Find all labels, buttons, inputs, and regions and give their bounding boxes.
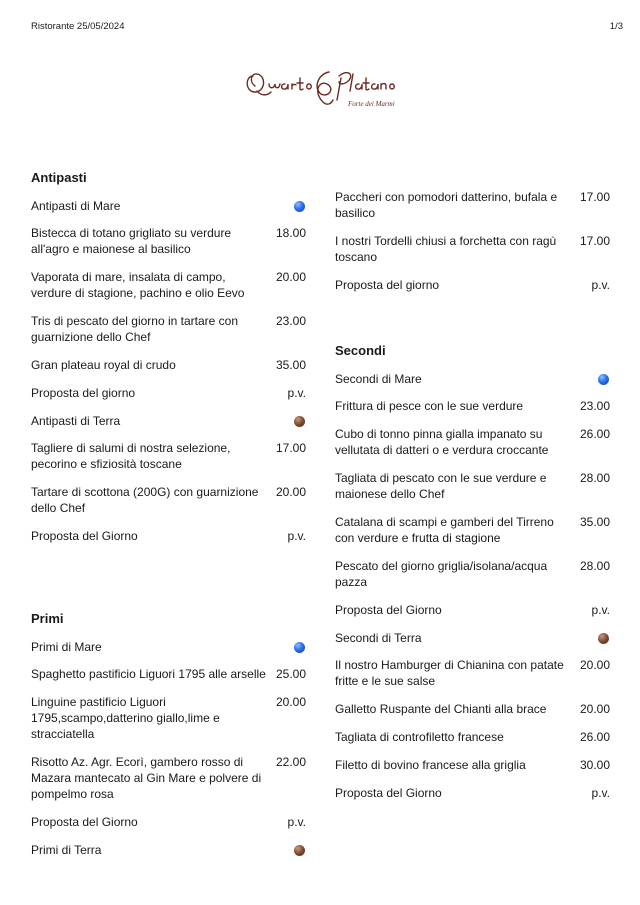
dish-price: 20.00 [579, 658, 610, 672]
dish-price: p.v. [591, 603, 610, 617]
dish-name: I nostri Tordelli chiusi a forchetta con ragù toscano [335, 234, 557, 264]
dish-name: Risotto Az. Agr. Ecorì, gambero rosso di Mazara mantecato al Gin Mare e polvere di pompelmo rosa [31, 755, 262, 801]
sea-dot-icon [294, 642, 305, 653]
dish-price: p.v. [591, 278, 610, 292]
dish-price: 17.00 [275, 441, 306, 455]
dish-name: Proposta del Giorno [31, 529, 138, 543]
land-dot-icon [294, 416, 305, 427]
dish-name: Vaporata di mare, insalata di campo, verdure di stagione, pachino e olio Eevo [31, 270, 245, 300]
dish-name: Proposta del Giorno [335, 603, 442, 617]
dish-name: Paccheri con pomodori datterino, bufala e basilico [335, 190, 558, 220]
menu-item [335, 785, 610, 801]
print-header-title: Ristorante 25/05/2024 [31, 21, 125, 32]
dish-name: Proposta del Giorno [335, 786, 442, 800]
category-row [335, 630, 610, 646]
category-name: Primi di Terra [31, 843, 102, 857]
menu-item [335, 426, 610, 458]
dish-price: p.v. [287, 386, 306, 400]
dish-name: Bistecca di totano grigliato su verdure all'agro e maionese al basilico [31, 226, 232, 256]
menu-item [31, 385, 306, 401]
primi-list [31, 639, 306, 858]
menu-item [31, 814, 306, 830]
menu-item [31, 484, 306, 516]
menu-item [335, 657, 610, 689]
dish-price: 17.00 [579, 190, 610, 204]
dish-name: Tagliere di salumi di nostra selezione, pecorino e sfiziosità toscane [31, 441, 231, 471]
menu-item [31, 269, 306, 301]
dish-name: Filetto di bovino francese alla griglia [335, 758, 526, 772]
dish-price: 20.00 [275, 695, 306, 709]
dish-name: Gran plateau royal di crudo [31, 358, 176, 372]
category-name: Secondi di Mare [335, 372, 422, 386]
dish-name: Il nostro Hamburger di Chianina con patate fritte e le sue salse [335, 658, 564, 688]
dish-price: 17.00 [579, 234, 610, 248]
section-title-antipasti: Antipasti [31, 170, 87, 185]
menu-item [335, 757, 610, 773]
land-dot-icon [598, 633, 609, 644]
dish-price: 26.00 [579, 730, 610, 744]
menu-item [335, 558, 610, 590]
dish-name: Cubo di tonno pinna gialla impanato su vellutata di datteri o e verdura croccante [335, 427, 549, 457]
page-number: 1/3 [609, 21, 623, 32]
menu-item [335, 233, 610, 265]
dish-price: 23.00 [275, 314, 306, 328]
dish-price: 20.00 [275, 270, 306, 284]
dish-name: Tagliata di controfiletto francese [335, 730, 504, 744]
dish-price: 26.00 [579, 427, 610, 441]
dish-name: Tagliata di pescato con le sue verdure e maionese dello Chef [335, 471, 547, 501]
category-name: Primi di Mare [31, 640, 102, 654]
menu-item [31, 666, 306, 682]
menu-item [335, 470, 610, 502]
secondi-list [335, 371, 610, 801]
dish-price: 20.00 [579, 702, 610, 716]
dish-price: 28.00 [579, 559, 610, 573]
dish-name: Catalana di scampi e gamberi del Tirreno con verdure e frutta di stagione [335, 515, 554, 545]
dish-price: p.v. [591, 786, 610, 800]
section-title-secondi: Secondi [335, 343, 386, 358]
dish-price: p.v. [287, 529, 306, 543]
dish-name: Frittura di pesce con le sue verdure [335, 399, 524, 413]
category-row [335, 371, 610, 387]
dish-price: 23.00 [579, 399, 610, 413]
menu-item [31, 754, 306, 802]
menu-item [31, 357, 306, 373]
dish-price: 28.00 [579, 471, 610, 485]
dish-price: 35.00 [275, 358, 306, 372]
category-name: Antipasti di Mare [31, 199, 121, 213]
dish-name: Spaghetto pastificio Liguori 1795 alle arselle [31, 667, 266, 681]
dish-name: Proposta del giorno [31, 386, 136, 400]
dish-name: Linguine pastificio Liguori 1795,scampo,datterino giallo,lime e stracciatella [31, 695, 220, 741]
dish-name: Tris di pescato del giorno in tartare con guarnizione dello Chef [31, 314, 238, 344]
dish-price: 18.00 [275, 226, 306, 240]
dish-name: Galletto Ruspante del Chianti alla brace [335, 702, 547, 716]
category-name: Antipasti di Terra [31, 414, 121, 428]
primi-continued-list [335, 189, 610, 293]
category-row [31, 842, 306, 858]
menu-item [31, 313, 306, 345]
menu-item [335, 701, 610, 717]
category-row [31, 413, 306, 429]
section-title-primi: Primi [31, 611, 64, 626]
menu-item [335, 189, 610, 221]
menu-item [31, 225, 306, 257]
dish-price: 20.00 [275, 485, 306, 499]
dish-price: 25.00 [275, 667, 306, 681]
menu-item [335, 277, 610, 293]
menu-item [31, 440, 306, 472]
land-dot-icon [294, 845, 305, 856]
restaurant-logo [243, 58, 398, 114]
menu-item [31, 694, 306, 742]
dish-price: 35.00 [579, 515, 610, 529]
menu-right-column [335, 189, 610, 813]
antipasti-list [31, 198, 306, 544]
menu-item [335, 514, 610, 546]
category-row [31, 198, 306, 214]
category-row [31, 639, 306, 655]
dish-name: Proposta del giorno [335, 278, 440, 292]
menu-item [335, 398, 610, 414]
menu-item [31, 528, 306, 544]
dish-price: p.v. [287, 815, 306, 829]
sea-dot-icon [598, 374, 609, 385]
category-name: Secondi di Terra [335, 631, 422, 645]
sea-dot-icon [294, 201, 305, 212]
menu-left-column [31, 170, 306, 869]
dish-price: 30.00 [579, 758, 610, 772]
menu-item [335, 729, 610, 745]
logo-subtitle: Forte dei Marmi [348, 100, 395, 108]
logo-script-graphic [243, 58, 398, 114]
dish-name: Proposta del Giorno [31, 815, 138, 829]
dish-name: Tartare di scottona (200G) con guarnizione dello Chef [31, 485, 259, 515]
dish-price: 22.00 [275, 755, 306, 769]
dish-name: Pescato del giorno griglia/isolana/acqua pazza [335, 559, 548, 589]
menu-item [335, 602, 610, 618]
